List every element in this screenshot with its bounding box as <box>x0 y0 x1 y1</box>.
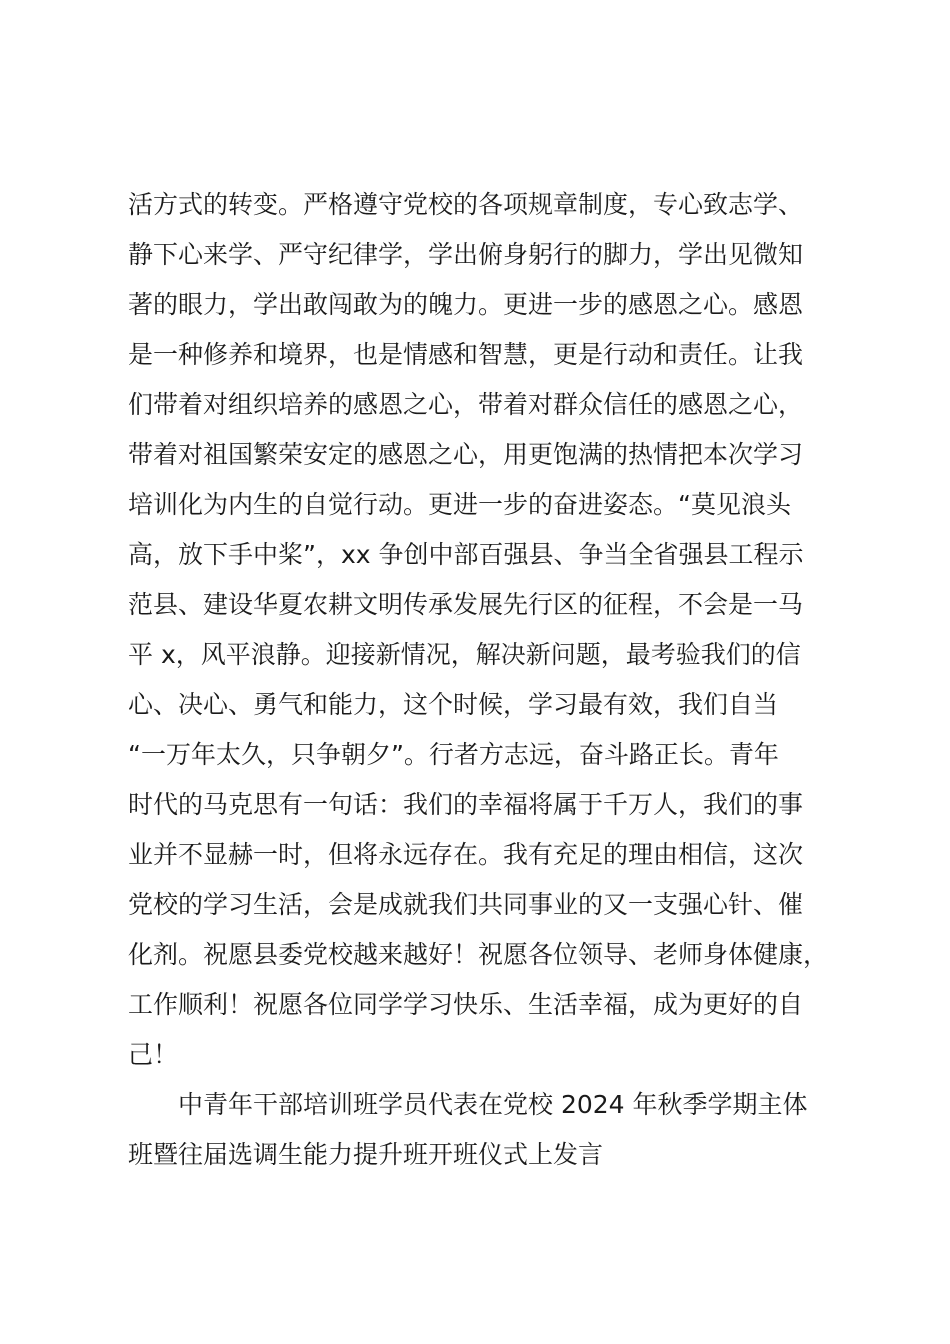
body-line-7: 培训化为内生的自觉行动。更进一步的奋进姿态。“莫见浪头 <box>128 490 791 519</box>
body-line-14: 业并不显赫一时，但将永远存在。我有充足的理由相信，这次 <box>128 840 804 869</box>
speech-body <box>128 180 848 1080</box>
body-line-12: “一万年太久，只争朝夕”。行者方志远，奋斗路正长。青年 <box>128 740 779 769</box>
body-line-13: 时代的马克思有一句话：我们的幸福将属于千万人，我们的事 <box>128 790 804 819</box>
body-line-8: 高，放下手中桨”，xx 争创中部百强县、争当全省强县工程示 <box>128 540 804 569</box>
body-line-16: 化剂。祝愿县委党校越来越好！祝愿各位领导、老师身体健康， <box>128 940 829 969</box>
body-line-5: 们带着对组织培养的感恩之心，带着对群众信任的感恩之心， <box>128 390 804 419</box>
caption-line-2: 班暨往届选调生能力提升班开班仪式上发言 <box>128 1140 604 1169</box>
body-line-11: 心、决心、勇气和能力，这个时候，学习最有效，我们自当 <box>128 690 779 719</box>
body-line-9: 范县、建设华夏农耕文明传承发展先行区的征程，不会是一马 <box>128 590 804 619</box>
body-line-18: 己！ <box>128 1040 179 1069</box>
body-line-1: 活方式的转变。严格遵守党校的各项规章制度，专心致志学、 <box>128 190 804 219</box>
body-line-6: 带着对祖国繁荣安定的感恩之心，用更饱满的热情把本次学习 <box>128 440 804 469</box>
body-line-4: 是一种修养和境界，也是情感和智慧，更是行动和责任。让我 <box>128 340 804 369</box>
body-line-3: 著的眼力，学出敢闯敢为的魄力。更进一步的感恩之心。感恩 <box>128 290 804 319</box>
caption-line-1: 中青年干部培训班学员代表在党校 2024 年秋季学期主体 <box>178 1090 808 1119</box>
body-line-2: 静下心来学、严守纪律学，学出俯身躬行的脚力，学出见微知 <box>128 240 804 269</box>
speech-title-caption <box>128 1080 848 1180</box>
body-line-17: 工作顺利！祝愿各位同学学习快乐、生活幸福，成为更好的自 <box>128 990 804 1019</box>
body-line-15: 党校的学习生活，会是成就我们共同事业的又一支强心针、催 <box>128 890 804 919</box>
body-line-10: 平 x，风平浪静。迎接新情况，解决新问题，最考验我们的信 <box>128 640 801 669</box>
